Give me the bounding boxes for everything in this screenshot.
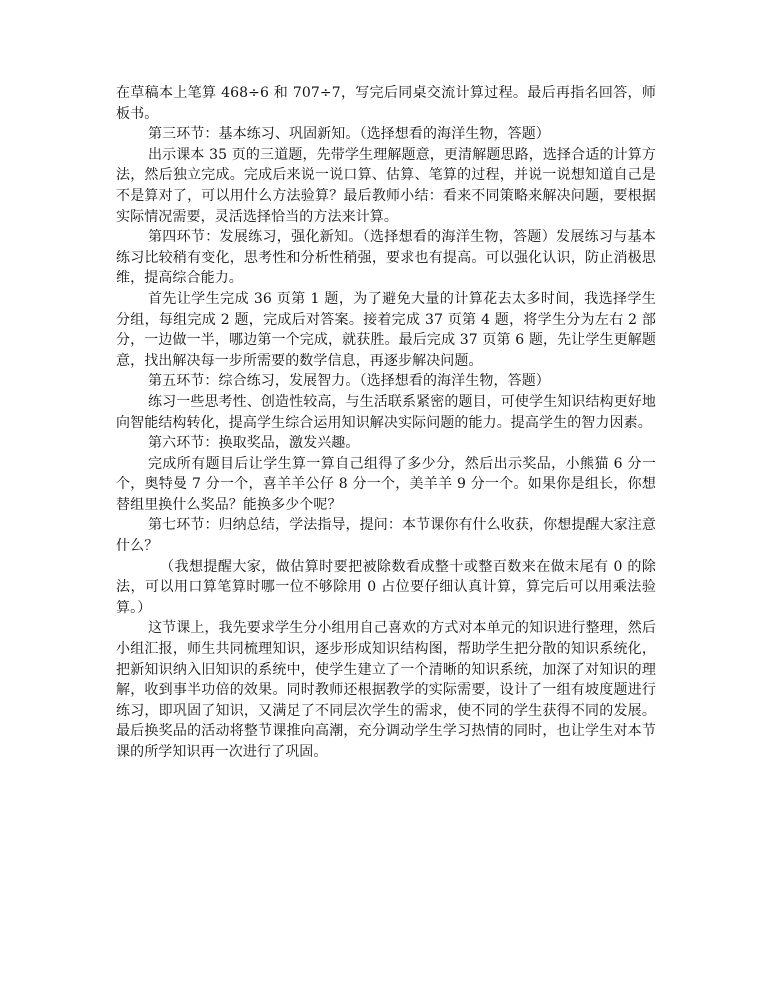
section-heading-3: 第三环节：基本练习、巩固新知。（选择想看的海洋生物，答题）: [148, 126, 550, 143]
section-heading-6: 第六环节：换取奖品，激发兴趣。: [148, 435, 360, 452]
paragraph-continuation: 在草稿本上笔算 468÷6 和 707÷7，写完后同桌交流计算过程。最后再指名回答，师板书。: [116, 85, 656, 122]
paragraph-group-practice: 首先让学生完成 36 页第 1 题，为了避免大量的计算花去太多时间，我选择学生分组，每组完成 2 题，完成后对答案。接着完成 37 页第 4 题，将学生分为左右 2 部分，一边做一半，哪边第一个完成，就获胜。最后完成 37 页第 6 题，先让学生更解题意，找出解决每一步所需要的数学信息，再逐步解决问题。: [116, 290, 656, 369]
paragraph-reminder: （我想提醒大家，做估算时要把被除数看成整十或整百数来在做末尾有 0 的除法，可以用口算笔算时哪一位不够除用 0 占位要仔细认真计算，算完后可以用乘法验算。）: [116, 558, 656, 616]
paragraph-comprehensive-practice: 练习一些思考性、创造性较高，与生活联系紧密的题目，可使学生知识结构更好地向智能结构转化，提高学生综合运用知识解决实际问题的能力。提高学生的智力因素。: [116, 393, 656, 431]
section-heading-7: 第七环节：归纳总结，学法指导，提问：本节课你有什么收获，你想提醒大家注意什么？: [116, 517, 656, 555]
paragraph-reflection: 这节课上，我先要求学生分小组用自己喜欢的方式对本单元的知识进行整理，然后小组汇报，师生共同梳理知识，逐步形成知识结构图，帮助学生把分散的知识系统化，把新知识纳入旧知识的系统中，使学生建立了一个清晰的知识系统，加深了对知识的理解，收到事半功倍的效果。同时教师还根据教学的实际需要，设计了一组有坡度题进行练习，即巩固了知识，又满足了不同层次学生的需求，使不同的学生获得不同的发展。最后换奖品的活动将整节课推向高潮，充分调动学生学习热情的同时，也让学生对本节课的所学知识再一次进行了巩固。: [116, 620, 656, 760]
paragraph-basic-practice: 出示课本 35 页的三道题，先带学生理解题意，更清解题思路，选择合适的计算方法，然后独立完成。完成后来说一说口算、估算、笔算的过程，并说一说想知道自己是不是算对了，可以用什么方法验算？最后教师小结：看来不同策略来解决问题，要根据实际情况需要，灵活选择恰当的方法来计算。: [116, 146, 656, 225]
section-heading-5: 第五环节：综合练习，发展智力。（选择想看的海洋生物，答题）: [148, 373, 550, 390]
section-heading-4: 第四环节：发展练习，强化新知。（选择想看的海洋生物，答题）发展练习与基本练习比较稍有变化，思考性和分析性稍强，要求也有提高。可以强化认识，防止消极思维，提高综合能力。: [116, 229, 656, 287]
document-page: [116, 83, 656, 763]
paragraph-prize-exchange: 完成所有题目后让学生算一算自己组得了多少分，然后出示奖品，小熊猫 6 分一个，奥特曼 7 分一个，喜羊羊公仔 8 分一个，美羊羊 9 分一个。如果你是组长，你想替组里换什么奖品？能换多少个呢？: [116, 455, 656, 513]
